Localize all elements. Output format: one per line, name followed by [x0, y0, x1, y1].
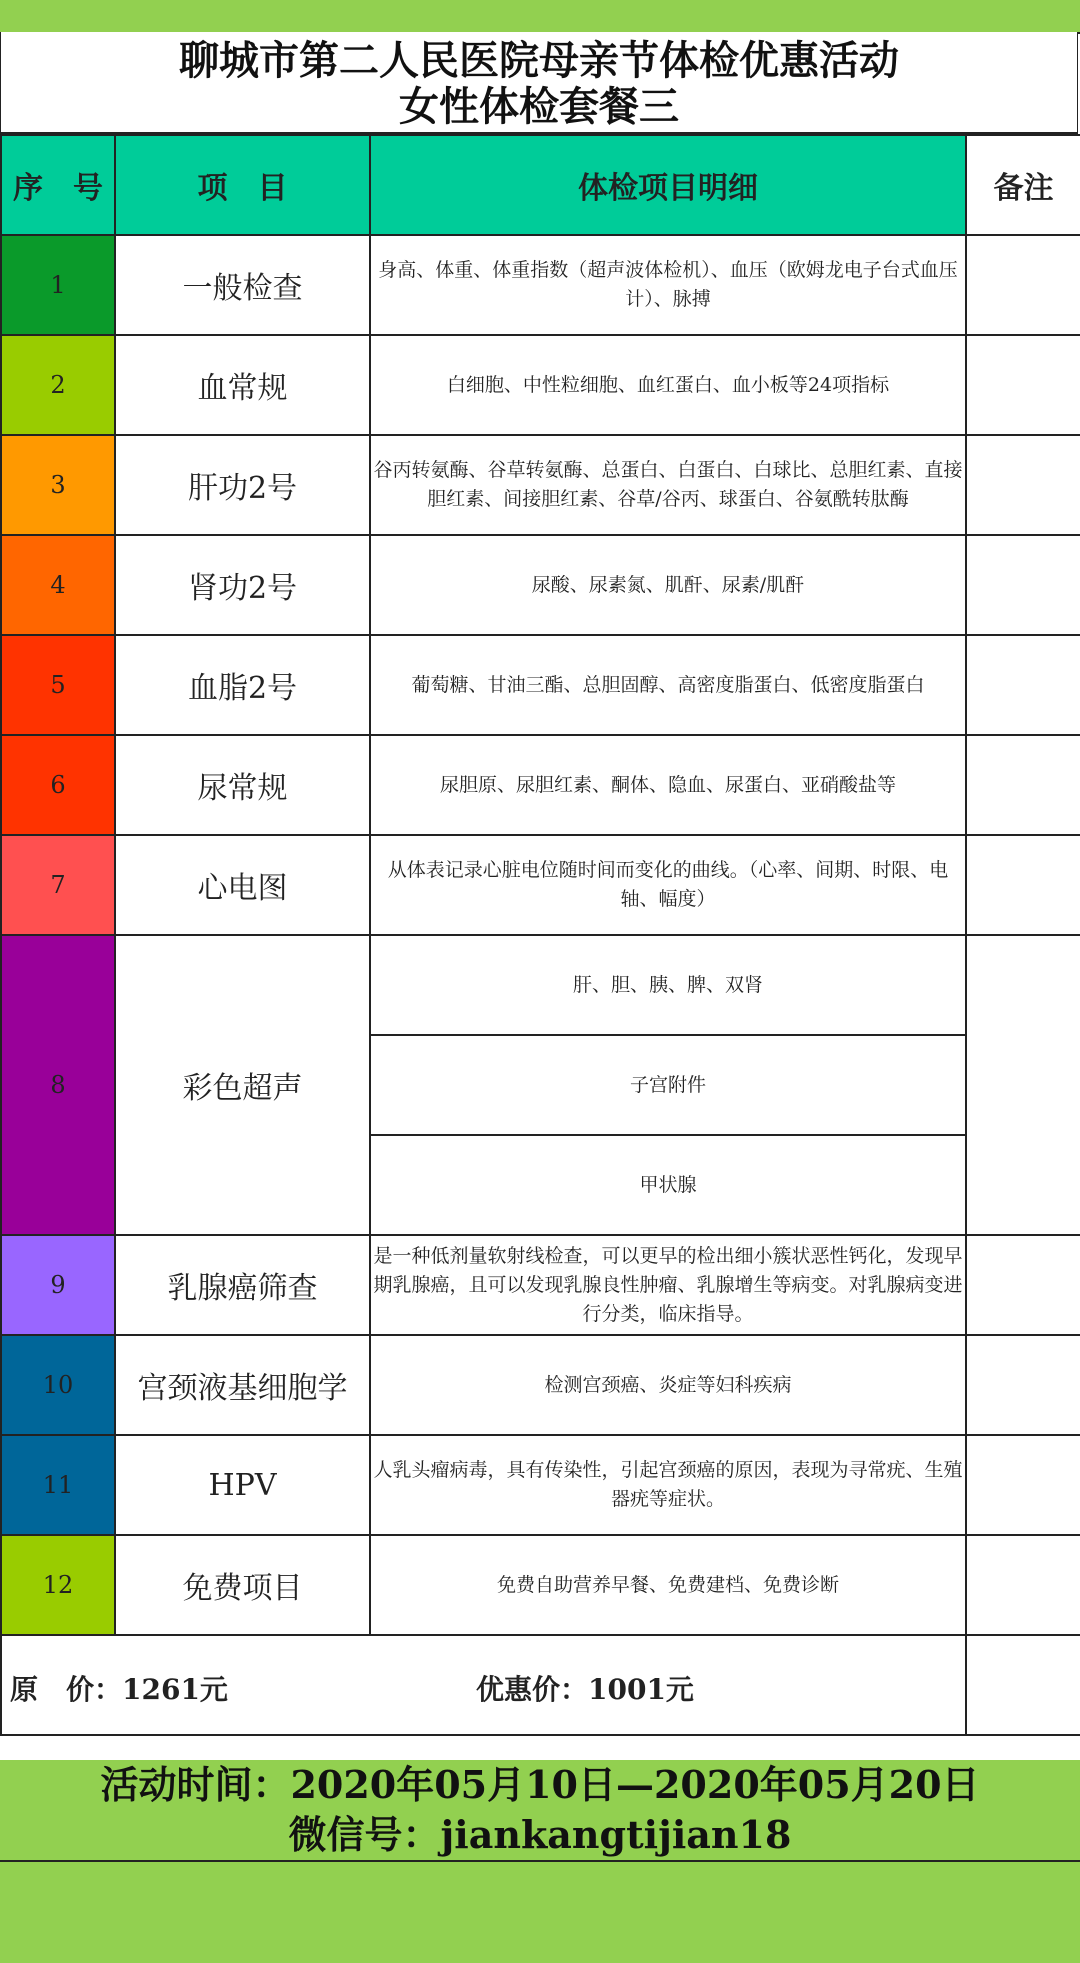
item-detail: 白细胞、中性粒细胞、血红蛋白、血小板等24项指标 — [370, 335, 966, 435]
item-detail: 免费自助营养早餐、免费建档、免费诊断 — [370, 1535, 966, 1635]
note-cell — [966, 335, 1080, 435]
title-line-1: 聊城市第二人民医院母亲节体检优惠活动 — [179, 38, 899, 84]
row-number: 10 — [1, 1335, 115, 1435]
table-row — [1, 935, 1080, 1035]
event-footer — [0, 1760, 1080, 1862]
item-name: 心电图 — [115, 835, 370, 935]
table-row — [1, 1335, 1080, 1435]
row-number: 11 — [1, 1435, 115, 1535]
note-cell — [966, 935, 1080, 1235]
note-cell — [966, 1635, 1080, 1735]
header-seq: 序 号 — [1, 135, 115, 235]
item-name: HPV — [115, 1435, 370, 1535]
table-row — [1, 1235, 1080, 1335]
table-row — [1, 335, 1080, 435]
price-row — [1, 1635, 1080, 1735]
row-number: 9 — [1, 1235, 115, 1335]
item-name: 尿常规 — [115, 735, 370, 835]
row-number: 5 — [1, 635, 115, 735]
item-name: 彩色超声 — [115, 935, 370, 1235]
item-detail: 尿胆原、尿胆红素、酮体、隐血、尿蛋白、亚硝酸盐等 — [370, 735, 966, 835]
table-row — [1, 635, 1080, 735]
top-green-band — [0, 0, 1080, 34]
table-row — [1, 1435, 1080, 1535]
item-detail: 从体表记录心脏电位随时间而变化的曲线。（心率、间期、时限、电轴、幅度） — [370, 835, 966, 935]
original-price: 原 价：1261元 — [10, 1673, 228, 1706]
item-detail: 肝、胆、胰、脾、双肾 — [370, 935, 966, 1035]
item-name: 一般检查 — [115, 235, 370, 335]
header-note: 备注 — [966, 135, 1080, 235]
row-number: 12 — [1, 1535, 115, 1635]
item-name: 肝功2号 — [115, 435, 370, 535]
header-detail: 体检项目明细 — [370, 135, 966, 235]
item-name: 血常规 — [115, 335, 370, 435]
note-cell — [966, 435, 1080, 535]
item-detail: 是一种低剂量软射线检查，可以更早的检出细小簇状恶性钙化，发现早期乳腺癌，且可以发现乳腺良性肿瘤、乳腺增生等病变。对乳腺病变进行分类，临床指导。 — [370, 1235, 966, 1335]
row-number: 7 — [1, 835, 115, 935]
note-cell — [966, 1435, 1080, 1535]
note-cell — [966, 1535, 1080, 1635]
table-row — [1, 435, 1080, 535]
item-detail: 子宫附件 — [370, 1035, 966, 1135]
note-cell — [966, 1235, 1080, 1335]
header-item: 项 目 — [115, 135, 370, 235]
item-name: 宫颈液基细胞学 — [115, 1335, 370, 1435]
row-number: 2 — [1, 335, 115, 435]
table-row — [1, 735, 1080, 835]
row-number: 1 — [1, 235, 115, 335]
note-cell — [966, 1335, 1080, 1435]
item-name: 肾功2号 — [115, 535, 370, 635]
row-number: 8 — [1, 935, 115, 1235]
row-number: 6 — [1, 735, 115, 835]
row-number: 3 — [1, 435, 115, 535]
checkup-table — [0, 134, 1080, 1736]
item-name: 乳腺癌筛查 — [115, 1235, 370, 1335]
item-name: 血脂2号 — [115, 635, 370, 735]
item-name: 免费项目 — [115, 1535, 370, 1635]
item-detail: 身高、体重、体重指数（超声波体检机）、血压（欧姆龙电子台式血压计）、脉搏 — [370, 235, 966, 335]
event-time: 活动时间：2020年05月10日—2020年05月20日 — [100, 1762, 980, 1807]
item-detail: 检测宫颈癌、炎症等妇科疾病 — [370, 1335, 966, 1435]
item-detail: 人乳头瘤病毒，具有传染性，引起宫颈癌的原因，表现为寻常疣、生殖器疣等症状。 — [370, 1435, 966, 1535]
discount-price: 优惠价：1001元 — [476, 1673, 694, 1706]
note-cell — [966, 635, 1080, 735]
table-row — [1, 1535, 1080, 1635]
item-detail: 葡萄糖、甘油三酯、总胆固醇、高密度脂蛋白、低密度脂蛋白 — [370, 635, 966, 735]
table-row — [1, 535, 1080, 635]
note-cell — [966, 835, 1080, 935]
wechat-id: 微信号：jiankangtijian18 — [288, 1812, 792, 1857]
bottom-green-band — [0, 1862, 1080, 1963]
item-detail: 尿酸、尿素氮、肌酐、尿素/肌酐 — [370, 535, 966, 635]
title-line-2: 女性体检套餐三 — [399, 84, 679, 130]
note-cell — [966, 535, 1080, 635]
row-number: 4 — [1, 535, 115, 635]
table-row — [1, 835, 1080, 935]
item-detail: 甲状腺 — [370, 1135, 966, 1235]
page-title — [0, 32, 1078, 134]
price-cell — [1, 1635, 966, 1735]
note-cell — [966, 735, 1080, 835]
table-row — [1, 235, 1080, 335]
item-detail: 谷丙转氨酶、谷草转氨酶、总蛋白、白蛋白、白球比、总胆红素、直接胆红素、间接胆红素、谷草/谷丙、球蛋白、谷氨酰转肽酶 — [370, 435, 966, 535]
note-cell — [966, 235, 1080, 335]
